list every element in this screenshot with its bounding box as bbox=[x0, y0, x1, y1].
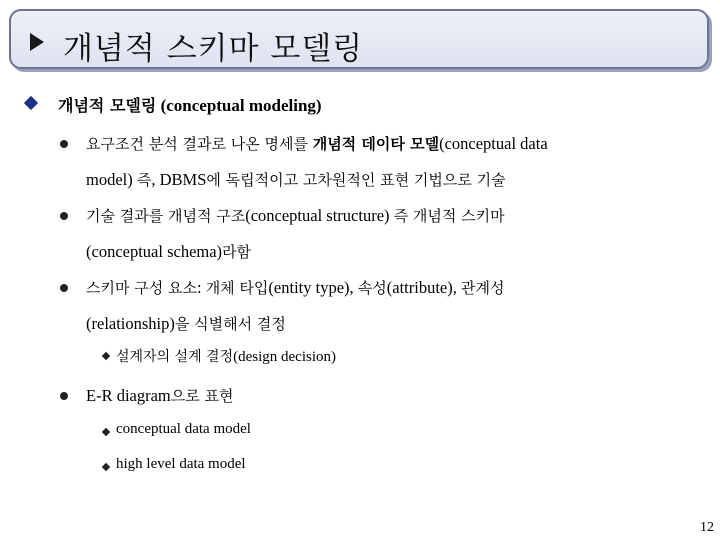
text: : bbox=[196, 278, 206, 297]
text: 즉 개념적 스키마 bbox=[393, 207, 505, 225]
item-4-sub-1: conceptual data model bbox=[116, 421, 251, 437]
text: (entity type), bbox=[268, 278, 358, 297]
text: 요구조건 분석 결과로 나온 명세를 bbox=[86, 135, 313, 153]
text: 개체 타입 bbox=[205, 279, 269, 297]
small-diamond-bullet-icon bbox=[102, 428, 110, 436]
text: , DBMS bbox=[151, 170, 207, 189]
page-number: 12 bbox=[700, 520, 714, 535]
small-diamond-bullet-icon bbox=[102, 463, 110, 471]
text: 을 식별해서 결정 bbox=[174, 315, 286, 333]
text: 속성 bbox=[357, 279, 387, 297]
text: (conceptual data bbox=[439, 134, 548, 153]
dot-bullet-icon bbox=[60, 140, 68, 148]
item-2-line-1 bbox=[86, 205, 505, 226]
text: 에 독립적이고 고차원적인 표현 기법으로 기술 bbox=[206, 171, 506, 189]
text: 즉 bbox=[136, 171, 152, 189]
item-3-sub bbox=[116, 346, 336, 366]
item-1-line-2 bbox=[86, 169, 506, 190]
text: (attribute), bbox=[386, 278, 461, 297]
text: 으로 표현 bbox=[170, 387, 234, 405]
dot-bullet-icon bbox=[60, 284, 68, 292]
item-1-line-1 bbox=[86, 133, 548, 154]
dot-bullet-icon bbox=[60, 212, 68, 220]
dot-bullet-icon bbox=[60, 392, 68, 400]
heading-english: (conceptual modeling) bbox=[156, 96, 322, 115]
item-3-line-1 bbox=[86, 277, 504, 298]
item-4-sub-2: high level data model bbox=[116, 456, 246, 472]
title-banner bbox=[9, 9, 709, 69]
text: (design decision) bbox=[233, 349, 336, 365]
text: 관계성 bbox=[460, 279, 505, 297]
slide-title: 개념적 스키마 모델링 bbox=[63, 31, 364, 67]
item-4-line-1 bbox=[86, 385, 234, 406]
section-heading bbox=[58, 93, 322, 116]
text: 설계자의 설계 결정 bbox=[116, 349, 234, 365]
diamond-bullet-icon bbox=[24, 96, 38, 110]
heading-korean: 개념적 모델링 bbox=[58, 96, 157, 115]
item-2-line-2 bbox=[86, 241, 251, 262]
small-diamond-bullet-icon bbox=[102, 352, 110, 360]
text: (conceptual schema) bbox=[86, 242, 223, 261]
item-3-line-2 bbox=[86, 313, 286, 334]
text: (relationship) bbox=[86, 314, 175, 333]
text: 스키마 구성 요소 bbox=[86, 279, 197, 297]
text: E-R diagram bbox=[86, 386, 171, 405]
text: 라함 bbox=[222, 243, 252, 261]
text: model) bbox=[86, 170, 137, 189]
text: (conceptual structure) bbox=[245, 206, 394, 225]
text: 기술 결과를 개념적 구조 bbox=[86, 207, 246, 225]
play-arrow-icon bbox=[30, 33, 44, 51]
bold-term: 개념적 데이타 모델 bbox=[312, 135, 440, 153]
